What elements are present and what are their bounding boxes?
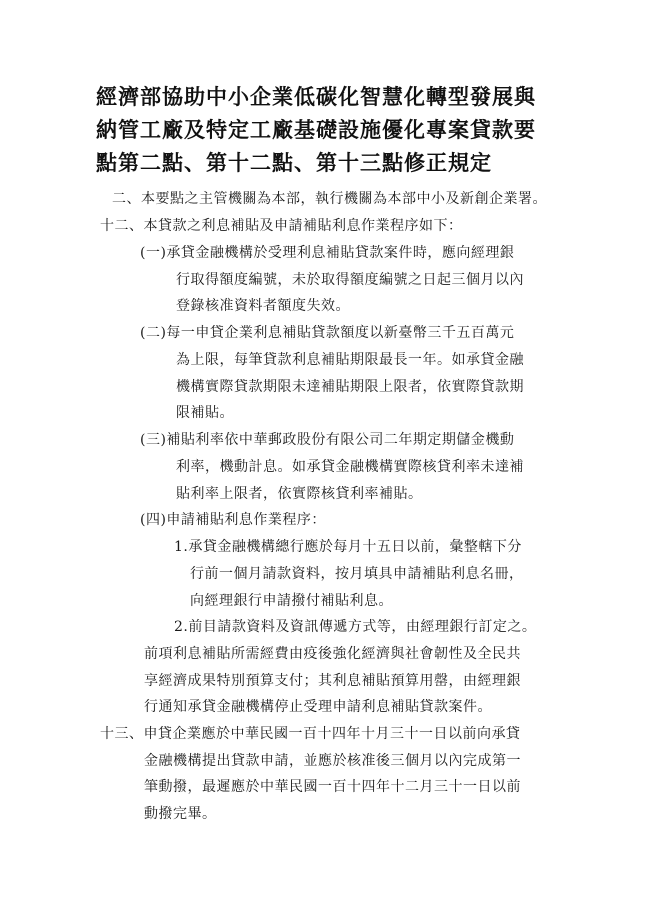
clause-13-line-4: 動撥完畢。 <box>144 806 217 822</box>
clause-13-line-2: 金融機構提出貸款申請，並應於核准後三個月以內完成第一 <box>144 753 521 769</box>
funding-paragraph-line-2: 享經濟成果特別預算支付；其利息補貼預算用罄，由經理銀 <box>144 673 521 689</box>
item-2-line-2: 為上限，每筆貸款利息補貼期限最長一年。如承貸金融 <box>176 352 524 368</box>
item-2-line-3: 機構實際貸款期限未達補貼期限上限者，依實際貸款期 <box>176 379 524 395</box>
item-1-line-3: 登錄核准資料者額度失效。 <box>176 298 350 314</box>
item-4-heading: (四)申請補貼利息作業程序： <box>140 512 326 528</box>
clause-12-heading: 十二、本貸款之利息補貼及申請補貼利息作業程序如下： <box>100 218 463 234</box>
item-2-line-4: 限補貼。 <box>176 405 234 421</box>
item-1-line-1: (一)承貸金融機構於受理利息補貼貸款案件時，應向經理銀 <box>140 245 515 261</box>
item-3-line-3: 貼利率上限者，依實際核貸利率補貼。 <box>176 486 423 502</box>
item-1-line-2: 行取得額度編號，未於取得額度編號之日起三個月以內 <box>176 272 524 288</box>
item-2-line-1: (二)每一申貸企業利息補貼貸款額度以新臺幣三千五百萬元 <box>140 325 515 341</box>
subitem-1-line-1: 1.承貸金融機構總行應於每月十五日以前，彙整轄下分 <box>174 539 522 555</box>
funding-paragraph-line-1: 前項利息補貼所需經費由疫後強化經濟與社會韌性及全民共 <box>144 646 521 662</box>
subitem-2-line-1: 2.前目請款資料及資訊傳遞方式等，由經理銀行訂定之。 <box>174 619 537 635</box>
funding-paragraph-line-3: 行通知承貸金融機構停止受理申請利息補貼貸款案件。 <box>144 699 492 715</box>
clause-13-line-1: 十三、申貸企業應於中華民國一百十四年十月三十一日以前向承貸 <box>100 726 521 742</box>
document-title: 經濟部協助中小企業低碳化智慧化轉型發展與納管工廠及特定工廠基礎設施優化專案貸款要點第二點、第十二點、第十三點修正規定 <box>96 84 536 175</box>
clause-2: 二、本要點之主管機關為本部，執行機關為本部中小及新創企業署。 <box>112 191 547 207</box>
subitem-1-line-3: 向經理銀行申請撥付補貼利息。 <box>190 593 393 609</box>
item-3-line-2: 利率，機動計息。如承貸金融機構實際核貸利率未達補 <box>176 459 524 475</box>
item-3-line-1: (三)補貼利率依中華郵政股份有限公司二年期定期儲金機動 <box>140 432 515 448</box>
clause-13-line-3: 筆動撥，最遲應於中華民國一百十四年十二月三十一日以前 <box>144 779 521 795</box>
subitem-1-line-2: 行前一個月請款資料，按月填具申請補貼利息名冊， <box>190 566 524 582</box>
